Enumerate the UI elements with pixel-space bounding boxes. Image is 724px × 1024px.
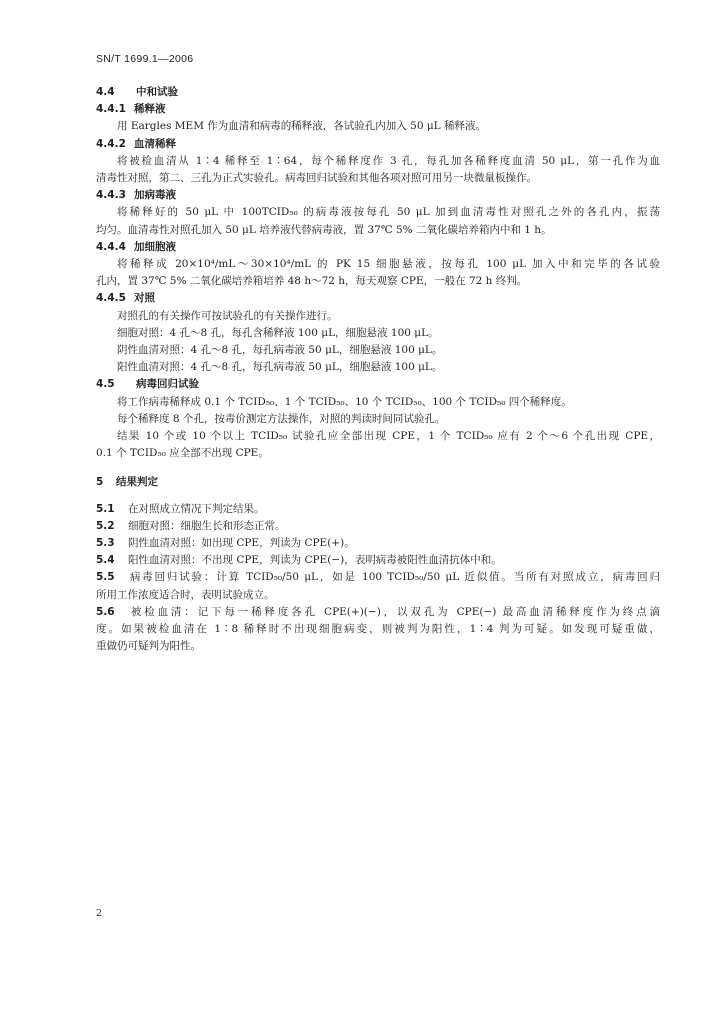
paragraph-line: 均匀。血清毒性对照孔加入 50 μL 培养液代替病毒液，置 37℃ 5% 二氧化碳培养箱内中和 1 h。: [96, 223, 552, 236]
heading-text: 对照: [134, 292, 155, 305]
section-heading: [96, 474, 660, 491]
paragraph-line: 对照孔的有关操作可按试验孔的有关操作进行。: [117, 309, 338, 322]
section-heading: [96, 84, 660, 101]
paragraph-line: 将被检血清从 1∶4 稀释至 1∶64，每个稀释度作 3 孔，每孔加各稀释度血清 50 μL，第一孔作为血: [117, 154, 660, 167]
clause-number: 5.6: [96, 605, 115, 618]
clause-item: [96, 518, 660, 535]
paragraph-line: 清毒性对照，第二、三孔为正式实验孔。病毒回归试验和其他各项对照可用另一块微量板操作。: [96, 172, 537, 184]
clause-text: 病毒回归试验：计算 TCID₅₀/50 μL，如是 100 TCID₅₀/50 μL 近似值。当所有对照成立，病毒回归: [128, 571, 660, 584]
section-heading: [96, 376, 660, 393]
clause-item: [96, 552, 660, 569]
clause-number: 4.5: [96, 378, 115, 391]
clause-number: 4.4.5: [96, 292, 126, 305]
heading-text: 血清稀释: [134, 137, 176, 150]
heading-text: 中和试验: [136, 86, 178, 98]
document-body: [96, 84, 660, 655]
clause-number: 5.2: [96, 519, 115, 532]
heading-text: 加病毒液: [134, 189, 176, 202]
paragraph-line: 结果 10 个或 10 个以上 TCID₅₀ 试验孔应全部出现 CPE，1 个 TCID₅₀ 应有 2 个～6 个孔出现 CPE，: [117, 430, 660, 443]
paragraph-line: 所用工作浓度适合时，表明试验成立。: [96, 588, 275, 601]
paragraph-line: 0.1 个 TCID₅₀ 应全部不出现 CPE。: [96, 447, 269, 460]
clause-number: 4.4.3: [96, 189, 126, 202]
paragraph-line: 用 Eargles MEM 作为血清和病毒的稀释液，各试验孔内加入 50 μL 稀释液。: [117, 120, 486, 133]
clause-text: 阳性血清对照：不出现 CPE，判读为 CPE(−)，表明病毒被阳性血清抗体中和。: [128, 554, 502, 567]
clause-text: 在对照成立情况下判定结果。: [128, 502, 265, 515]
clause-item: [96, 501, 660, 518]
heading-text: 加细胞液: [134, 240, 176, 253]
paragraph-line: 将工作病毒稀释成 0.1 个 TCID₅₀、1 个 TCID₅₀、10 个 TCID₅₀、100 个 TCID₅₀ 四个稀释度。: [117, 395, 572, 408]
clause-item: [96, 569, 660, 586]
paragraph-line: 重做仍可疑判为阳性。: [96, 640, 201, 653]
clause-text: 阴性血清对照：如出现 CPE，判读为 CPE(+)。: [128, 537, 355, 550]
section-heading: [96, 101, 660, 118]
clause-text: 被检血清：记下每一稀释度各孔 CPE(+)(−)，以双孔为 CPE(−) 最高血清稀释度作为终点滴: [128, 605, 660, 618]
paragraph-line: 将稀释成 20×10⁴/mL～30×10⁴/mL 的 PK 15 细胞悬液，按每孔 100 μL 加入中和完毕的各试验: [117, 258, 660, 270]
paragraph-line: 孔内，置 37℃ 5% 二氧化碳培养箱培养 48 h～72 h，每天观察 CPE，一般在 72 h 终判。: [96, 275, 528, 288]
clause-number: 4.4.4: [96, 240, 126, 253]
clause-number: 5: [96, 476, 104, 489]
paragraph-line: 细胞对照：4 孔～8 孔，每孔含稀释液 100 μL，细胞悬液 100 μL。: [117, 326, 439, 339]
paragraph-line: 阴性血清对照：4 孔～8 孔，每孔病毒液 50 μL，细胞悬液 100 μL。: [117, 344, 443, 356]
clause-text: 细胞对照：细胞生长和形态正常。: [128, 519, 286, 532]
document-id: SN/T 1699.1—2006: [96, 53, 194, 65]
clause-number: 5.4: [96, 554, 115, 567]
heading-text: 结果判定: [116, 476, 158, 489]
section-heading: [96, 136, 660, 153]
paragraph-line: 每个稀释度 8 个孔，按毒价测定方法操作，对照的判读时间同试验孔。: [117, 412, 446, 425]
clause-number: 5.3: [96, 537, 115, 550]
section-heading: [96, 187, 660, 204]
paragraph-line: 将稀释好的 50 μL 中 100TCID₅₀ 的病毒液按每孔 50 μL 加到血清毒性对照孔之外的各孔内，振荡: [117, 206, 660, 219]
paragraph-line: 度。如果被检血清在 1∶8 稀释时不出现细胞病变，则被判为阳性，1∶4 判为可疑。如发现可疑重做，: [96, 623, 660, 635]
section-heading: [96, 290, 660, 307]
paragraph-line: 阳性血清对照：4 孔～8 孔，每孔病毒液 50 μL，细胞悬液 100 μL。: [117, 361, 443, 374]
clause-item: [96, 604, 660, 621]
clause-number: 4.4.1: [96, 103, 126, 116]
heading-text: 病毒回归试验: [136, 378, 199, 391]
clause-number: 5.5: [96, 571, 115, 584]
clause-number: 4.4: [96, 86, 115, 98]
section-gap: [96, 462, 660, 474]
clause-number: 5.1: [96, 502, 115, 515]
clause-item: [96, 535, 660, 552]
heading-text: 稀释液: [134, 103, 166, 116]
clause-number: 4.4.2: [96, 137, 126, 150]
page-number: 2: [96, 908, 103, 919]
section-heading: [96, 239, 660, 256]
section-gap: [96, 492, 660, 501]
